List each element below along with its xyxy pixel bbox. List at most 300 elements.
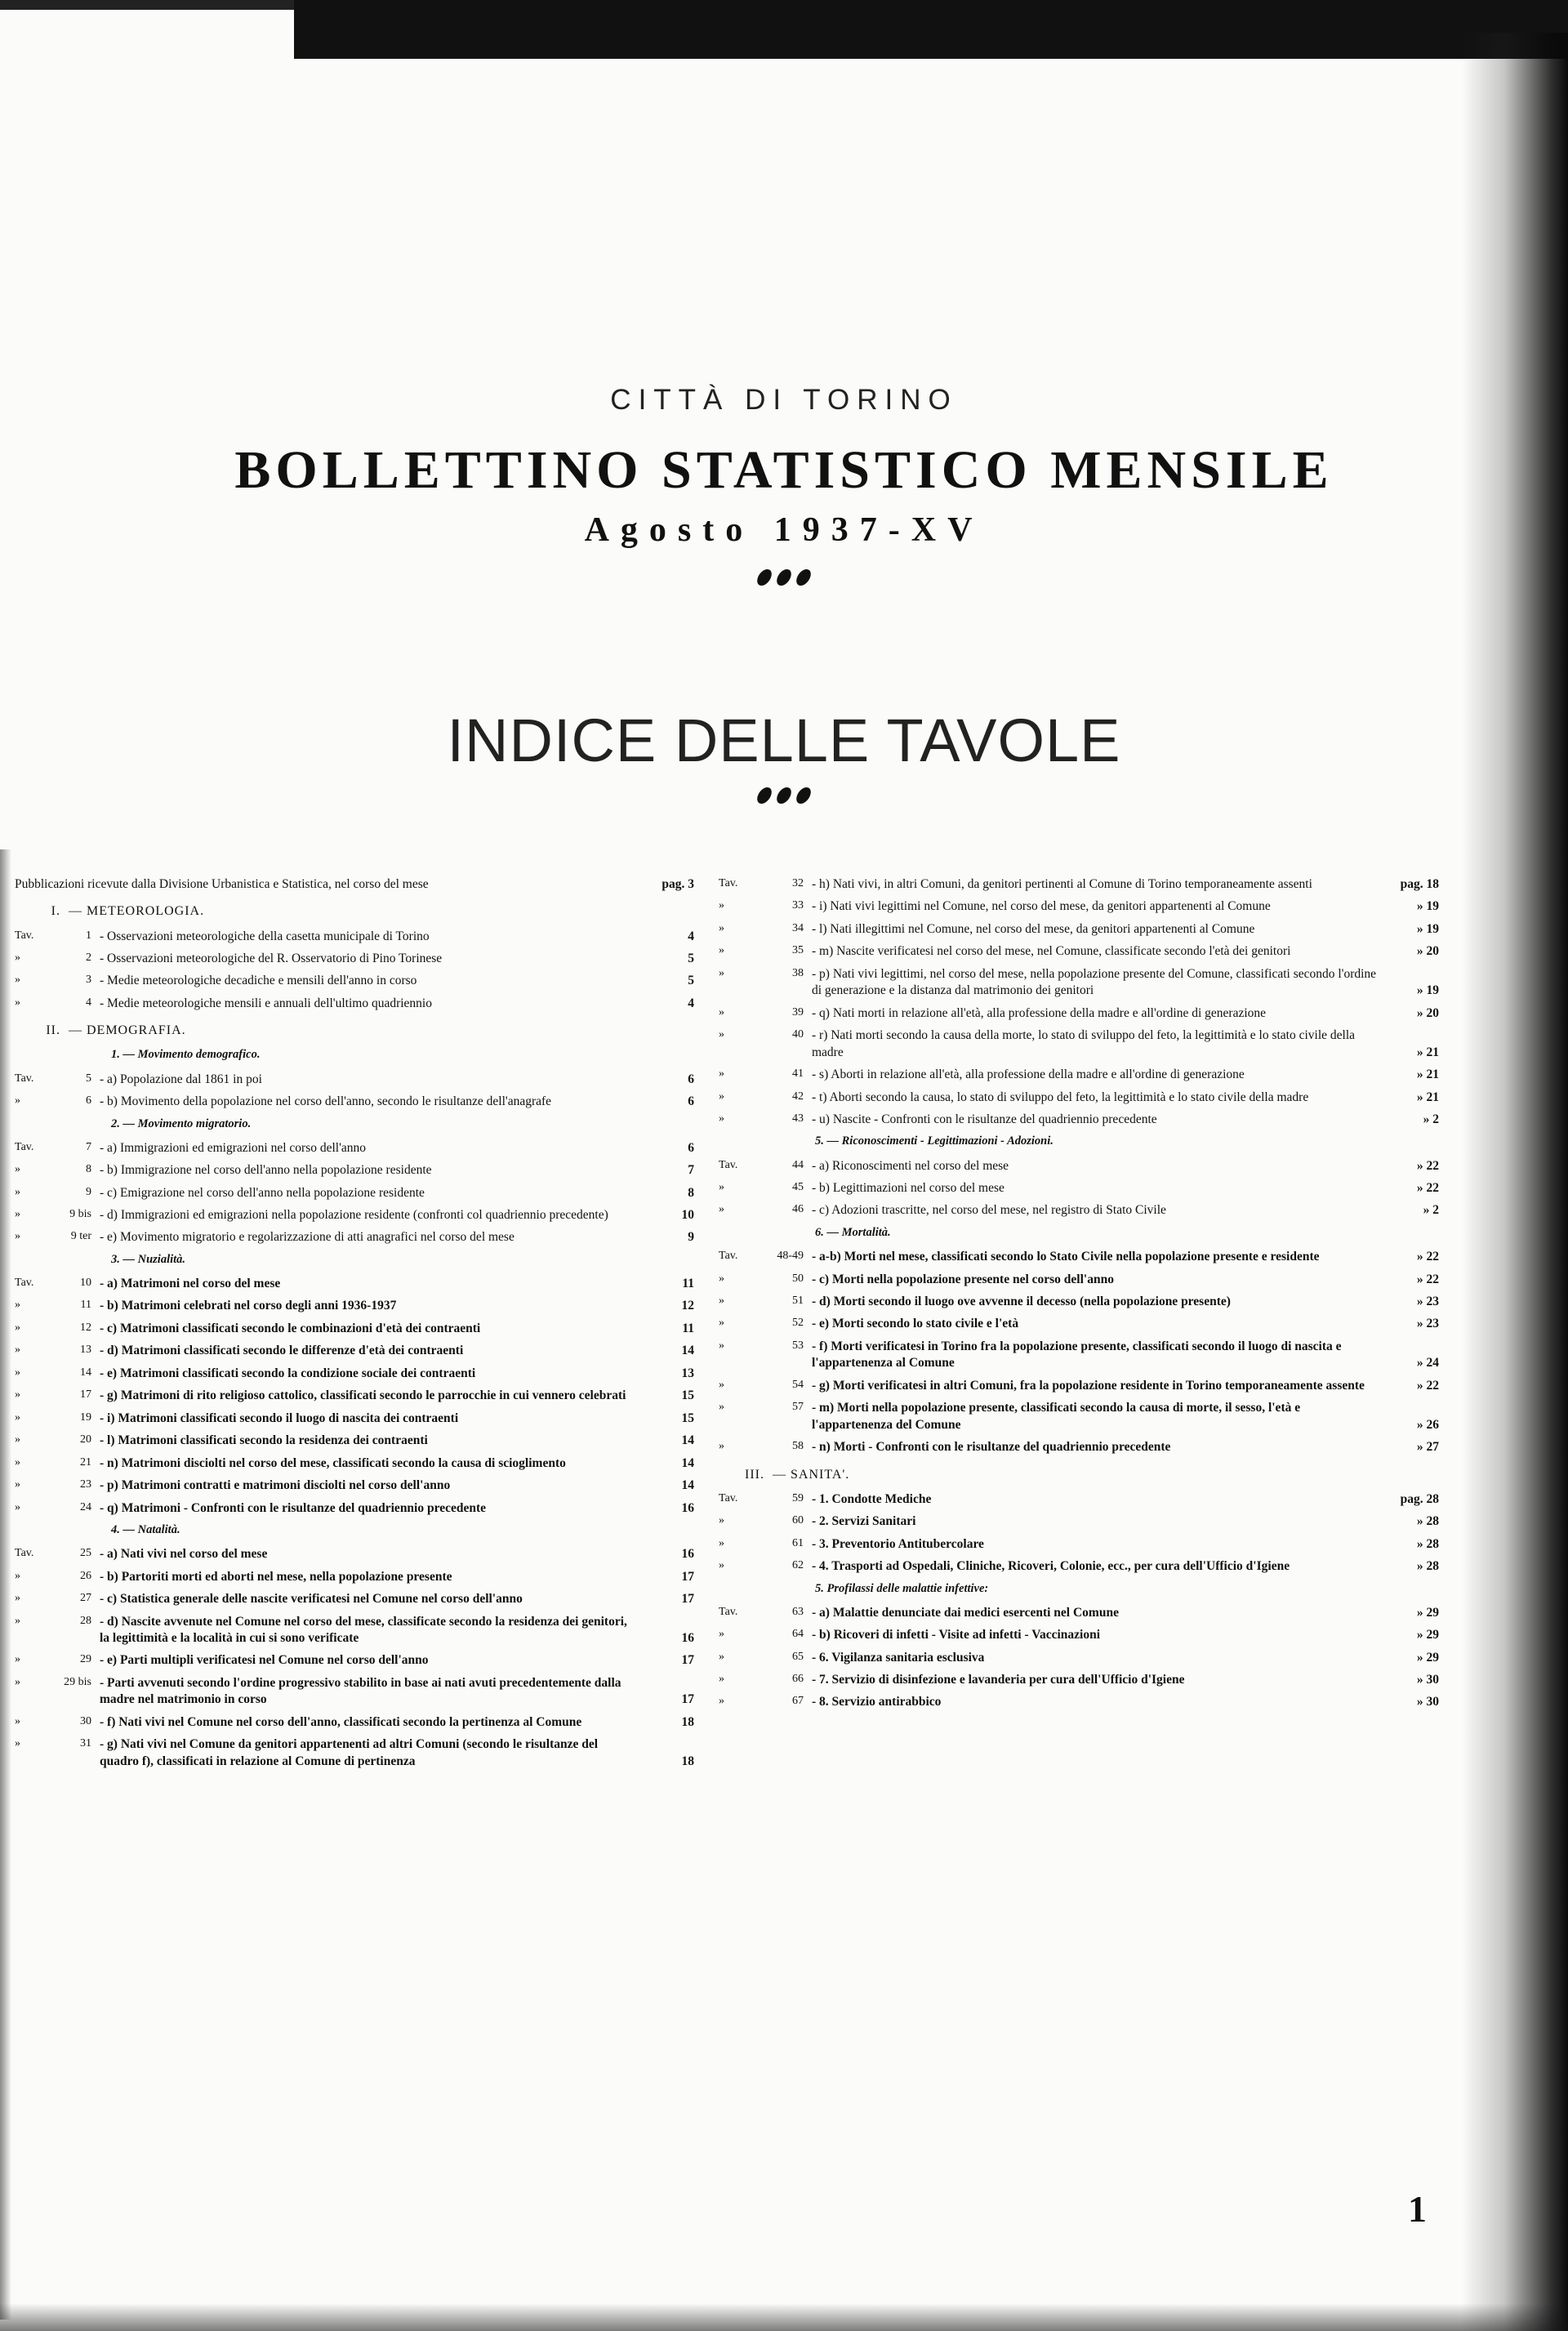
entry-page: » 19 (1416, 921, 1439, 936)
entry-text: - n) Matrimoni disciolti nel corso del mese, classificati secondo la causa di scioglimento (100, 1455, 566, 1470)
entry-page: 8 (688, 1185, 694, 1200)
entry-page: » 20 (1416, 944, 1439, 959)
index-entry (15, 929, 694, 945)
index-entry (719, 1378, 1439, 1394)
entry-text: - a) Immigrazioni ed emigrazioni nel corso dell'anno (100, 1140, 367, 1155)
entry-page: » 28 (1416, 1514, 1439, 1529)
scan-border-right (1462, 33, 1568, 2331)
entry-text: - b) Partoriti morti ed aborti nel mese, nella popolazione presente (100, 1569, 452, 1584)
index-entry (719, 1491, 1439, 1508)
index-entry (15, 1433, 694, 1449)
entry-text: - d) Nascite avvenute nel Comune nel corso del mese, classificate secondo la residenza dei genitori, la legittimità e la località in cui si sono verificate (100, 1614, 627, 1645)
entry-prefix: » (719, 1067, 724, 1081)
entry-prefix: Tav. (15, 1072, 34, 1085)
index-entry (15, 1094, 694, 1110)
entry-text: - l) Nati illegittimi nel Comune, nel corso del mese, da genitori appartenenti al Comune (812, 921, 1255, 936)
entry-prefix: » (15, 1455, 20, 1469)
table-number: 42 (792, 1090, 804, 1103)
index-entry (15, 996, 694, 1012)
entry-text: - m) Nascite verificatesi nel corso del mese, nel Comune, classificate secondo l'età dei genitori (812, 944, 1291, 959)
entry-text: - 1. Condotte Mediche (812, 1491, 932, 1506)
prophylaxis-list (719, 1605, 1439, 1711)
issue-date: Agosto 1937-XV (584, 511, 984, 549)
table-number: 48-49 (777, 1250, 804, 1263)
entry-text: - c) Adozioni trascritte, nel corso del mese, nel registro di Stato Civile (812, 1203, 1166, 1218)
index-entry (15, 1276, 694, 1292)
entry-page: 14 (681, 1455, 694, 1470)
migration-list (15, 1140, 694, 1246)
table-number: 50 (792, 1272, 804, 1285)
table-number: 25 (80, 1547, 91, 1560)
health-list (719, 1491, 1439, 1576)
index-entry (15, 1298, 694, 1314)
index-entry (15, 1229, 694, 1246)
entry-page: » 23 (1416, 1317, 1439, 1331)
index-entry (719, 1294, 1439, 1310)
entry-text: - b) Legittimazioni nel corso del mese (812, 1181, 1004, 1196)
entry-page: » 19 (1416, 983, 1439, 998)
table-number: 29 (80, 1653, 91, 1666)
table-number: 5 (86, 1072, 91, 1085)
table-number: 40 (792, 1028, 804, 1041)
entry-prefix: » (719, 1005, 724, 1018)
entry-page: » 24 (1416, 1356, 1439, 1371)
entry-prefix: » (15, 1478, 20, 1491)
entry-page: » 22 (1416, 1250, 1439, 1264)
entry-page: 15 (681, 1411, 694, 1425)
entry-prefix: Tav. (15, 1547, 34, 1560)
index-entry (719, 876, 1439, 893)
entry-page: » 21 (1416, 1045, 1439, 1059)
index-entry (15, 1321, 694, 1337)
index-entry (719, 1272, 1439, 1288)
table-number: 3 (86, 974, 91, 987)
table-number: 21 (80, 1455, 91, 1469)
subsection-heading: 4. — Natalità. (111, 1523, 180, 1537)
page-number: 1 (1408, 2188, 1427, 2230)
publication-entry (15, 876, 694, 893)
entry-text: - a-b) Morti nel mese, classificati secondo lo Stato Civile nella popolazione presente e residente (812, 1250, 1320, 1264)
table-number: 34 (792, 921, 804, 934)
entry-text: - q) Matrimoni - Confronti con le risultanze del quadriennio precedente (100, 1500, 487, 1515)
table-number: 64 (792, 1628, 804, 1641)
entry-prefix: » (15, 996, 20, 1009)
table-number: 57 (792, 1401, 804, 1414)
table-number: 63 (792, 1605, 804, 1618)
entry-text: - 8. Servizio antirabbico (812, 1695, 942, 1709)
table-number: 10 (80, 1277, 91, 1290)
entry-page: 16 (681, 1630, 694, 1645)
entry-text: - d) Matrimoni classificati secondo le differenze d'età dei contraenti (100, 1344, 464, 1358)
subsection-heading: 6. — Mortalità. (815, 1225, 891, 1239)
entry-text: - n) Morti - Confronti con le risultanze del quadriennio precedente (812, 1440, 1171, 1455)
natality-list-continued (719, 876, 1439, 1128)
entry-text: - m) Morti nella popolazione presente, classificati secondo la causa di morte, il sesso, l'età e l'appartenenza del Comune (812, 1401, 1301, 1432)
table-number: 8 (86, 1163, 91, 1176)
entry-prefix: » (15, 952, 20, 965)
index-entry (719, 1316, 1439, 1332)
table-number: 17 (80, 1388, 91, 1402)
entry-text: - b) Ricoveri di infetti - Visite ad infetti - Vaccinazioni (812, 1628, 1101, 1642)
entry-prefix: » (719, 1339, 724, 1352)
entry-text: - r) Nati morti secondo la causa della morte, lo stato di sviluppo del feto, la legittimità e lo stato civile della madre (812, 1028, 1356, 1059)
entry-page: » 30 (1416, 1672, 1439, 1687)
index-entry (15, 1569, 694, 1585)
entry-page: 14 (681, 1344, 694, 1358)
entry-prefix: » (15, 1737, 20, 1750)
entry-prefix: » (719, 1401, 724, 1414)
table-number: 66 (792, 1672, 804, 1685)
entry-prefix: » (719, 1028, 724, 1041)
table-number: 2 (86, 952, 91, 965)
entry-prefix: » (15, 1321, 20, 1334)
table-number: 7 (86, 1140, 91, 1153)
table-number: 44 (792, 1158, 804, 1171)
ornament-dots (0, 562, 1568, 593)
entry-page: » 20 (1416, 1005, 1439, 1020)
entry-prefix: » (15, 1185, 20, 1198)
entry-prefix: » (15, 1675, 20, 1688)
entry-text: - s) Aborti in relazione all'età, alla professione della madre e all'ordine di generazione (812, 1067, 1245, 1082)
natality-list (15, 1546, 694, 1770)
entry-text: - b) Matrimoni celebrati nel corso degli anni 1936-1937 (100, 1299, 397, 1313)
entry-prefix: » (719, 1536, 724, 1549)
entry-page: 5 (688, 952, 694, 966)
entry-text: - Medie meteorologiche decadiche e mensili dell'anno in corso (100, 974, 417, 988)
ornament-dot (794, 787, 813, 804)
index-entry (15, 1546, 694, 1562)
entry-page: 9 (688, 1230, 694, 1245)
table-number: 45 (792, 1181, 804, 1194)
index-column-right (719, 876, 1439, 1717)
ornament-dot (774, 787, 793, 804)
entry-text: - Medie meteorologiche mensili e annuali dell'ultimo quadriennio (100, 996, 432, 1010)
entry-page: 11 (682, 1321, 694, 1335)
entry-prefix: » (15, 1614, 20, 1627)
entry-text: - c) Morti nella popolazione presente nel corso dell'anno (812, 1272, 1114, 1286)
entry-text: - p) Nati vivi legittimi, nel corso del mese, nella popolazione presente del Comune, classificati secondo l'ordine di generazione e la distanza dal matrimonio dei genitori (812, 966, 1377, 998)
index-entry (15, 1736, 694, 1770)
entry-page: 17 (681, 1653, 694, 1668)
entry-prefix: Tav. (719, 1158, 738, 1171)
table-number: 58 (792, 1440, 804, 1453)
entry-text: - e) Parti multipli verificatesi nel Comune nel corso dell'anno (100, 1653, 429, 1668)
entry-prefix: » (15, 1500, 20, 1513)
index-entry (719, 1672, 1439, 1688)
table-number: 62 (792, 1559, 804, 1572)
entry-page: 7 (688, 1163, 694, 1178)
entry-page: » 26 (1416, 1417, 1439, 1432)
table-number: 46 (792, 1203, 804, 1216)
entry-page: » 22 (1416, 1181, 1439, 1196)
index-entry (15, 973, 694, 989)
entry-prefix: » (719, 1272, 724, 1285)
section-number: II. (46, 1023, 60, 1038)
entry-prefix: » (719, 1294, 724, 1307)
table-number: 12 (80, 1321, 91, 1334)
entry-page: pag. 3 (662, 877, 694, 891)
table-number: 43 (792, 1112, 804, 1125)
scan-border-top (294, 0, 1568, 59)
entry-page: 10 (681, 1208, 694, 1222)
entry-prefix: » (719, 921, 724, 934)
entry-page: pag. 28 (1400, 1491, 1439, 1506)
entry-prefix: » (15, 1388, 20, 1402)
index-entry (719, 1439, 1439, 1455)
entry-text: - g) Matrimoni di rito religioso cattolico, classificati secondo le parrocchie in cui vennero celebrati (100, 1388, 626, 1403)
index-entry (719, 1558, 1439, 1575)
entry-page: 15 (681, 1388, 694, 1403)
entry-prefix: Tav. (15, 1277, 34, 1290)
entry-prefix: » (15, 1094, 20, 1108)
entry-prefix: » (719, 1514, 724, 1527)
entry-text: - d) Morti secondo il luogo ove avvenne il decesso (nella popolazione presente) (812, 1294, 1231, 1308)
entry-text: - 6. Vigilanza sanitaria esclusiva (812, 1650, 985, 1665)
entry-prefix: Tav. (719, 1605, 738, 1618)
entry-text: - b) Immigrazione nel corso dell'anno nella popolazione residente (100, 1163, 432, 1178)
entry-prefix: » (15, 1592, 20, 1605)
table-number: 11 (80, 1299, 91, 1312)
table-number: 14 (80, 1366, 91, 1379)
table-number: 19 (80, 1411, 91, 1424)
entry-text: - a) Matrimoni nel corso del mese (100, 1277, 281, 1291)
ornament-dot (755, 569, 773, 586)
table-number: 41 (792, 1067, 804, 1081)
entry-page: » 2 (1423, 1112, 1439, 1126)
subsection-heading: 5. — Riconoscimenti - Legittimazioni - Adozioni. (815, 1134, 1054, 1148)
index-entry (15, 1500, 694, 1517)
section-heading (719, 1466, 1439, 1483)
table-number: 35 (792, 944, 804, 957)
entry-text: - b) Movimento della popolazione nel corso dell'anno, secondo le risultanze dell'anagrafe (100, 1094, 552, 1109)
entry-text: - g) Morti verificatesi in altri Comuni, fra la popolazione residente in Torino temporaneamente assente (812, 1378, 1365, 1393)
index-entry (15, 1162, 694, 1179)
entry-text: - f) Morti verificatesi in Torino fra la popolazione presente, classificati secondo il luogo di nascita e l'appartenenza al Comune (812, 1339, 1342, 1371)
index-entry (719, 1202, 1439, 1219)
entry-text: - c) Statistica generale delle nascite verificatesi nel Comune nel corso dell'anno (100, 1592, 523, 1607)
index-entry (719, 1513, 1439, 1530)
index-title: INDICE DELLE TAVOLE (447, 706, 1121, 774)
entry-page: » 29 (1416, 1605, 1439, 1620)
entry-prefix: Tav. (719, 877, 738, 889)
index-entry (15, 1072, 694, 1088)
entry-text: - t) Aborti secondo la causa, lo stato di sviluppo del feto, la legittimità e lo stato civile della madre (812, 1090, 1309, 1104)
entry-page: » 22 (1416, 1158, 1439, 1173)
entry-text: - f) Nati vivi nel Comune nel corso dell'anno, classificati secondo la pertinenza al Comune (100, 1714, 582, 1729)
table-number: 67 (792, 1695, 804, 1708)
entry-text: - Osservazioni meteorologiche del R. Osservatorio di Pino Torinese (100, 952, 443, 966)
entry-text: Pubblicazioni ricevute dalla Divisione Urbanistica e Statistica, nel corso del mese (15, 877, 429, 891)
entry-text: - Osservazioni meteorologiche della casetta municipale di Torino (100, 929, 430, 943)
entry-prefix: Tav. (719, 1250, 738, 1263)
index-entry (15, 1207, 694, 1223)
ornament-dot (774, 569, 793, 586)
table-number: 27 (80, 1592, 91, 1605)
table-number: 53 (792, 1339, 804, 1352)
table-number: 54 (792, 1378, 804, 1391)
entry-text: - a) Nati vivi nel corso del mese (100, 1547, 268, 1562)
index-entry (719, 1027, 1439, 1061)
index-entry (719, 1650, 1439, 1666)
entry-text: - 2. Servizi Sanitari (812, 1514, 916, 1529)
table-number: 9 (86, 1185, 91, 1198)
entry-page: 18 (681, 1714, 694, 1729)
entry-page: 16 (681, 1547, 694, 1562)
table-number: 13 (80, 1344, 91, 1357)
entry-text: - i) Nati vivi legittimi nel Comune, nel corso del mese, da genitori appartenenti al Comune (812, 899, 1271, 914)
entry-prefix: » (719, 1440, 724, 1453)
entry-page: » 21 (1416, 1067, 1439, 1082)
index-entry (719, 943, 1439, 960)
table-number: 29 bis (64, 1675, 91, 1688)
index-entry (719, 1158, 1439, 1174)
entry-prefix: Tav. (15, 929, 34, 942)
entry-prefix: » (719, 1650, 724, 1663)
index-entry (15, 1477, 694, 1494)
subsection-heading: 2. — Movimento migratorio. (111, 1116, 252, 1130)
entry-prefix: » (719, 1628, 724, 1641)
entry-text: - i) Matrimoni classificati secondo il luogo di nascita dei contraenti (100, 1411, 459, 1425)
index-entry (719, 1400, 1439, 1433)
entry-prefix: » (15, 1714, 20, 1727)
entry-prefix: » (719, 1378, 724, 1391)
entry-text: - a) Malattie denunciate dai medici esercenti nel Comune (812, 1605, 1119, 1620)
entry-page: 16 (681, 1500, 694, 1515)
entry-prefix: » (15, 1411, 20, 1424)
table-number: 4 (86, 996, 91, 1009)
index-entry (719, 1180, 1439, 1197)
section-heading (15, 1022, 694, 1039)
entry-page: 17 (681, 1569, 694, 1584)
index-entry (15, 1455, 694, 1472)
table-number: 51 (792, 1294, 804, 1307)
index-entry (719, 1339, 1439, 1372)
entry-page: 17 (681, 1692, 694, 1707)
entry-prefix: » (719, 1559, 724, 1572)
entry-prefix: » (719, 966, 724, 979)
table-number: 9 ter (70, 1230, 91, 1243)
index-entry (15, 1675, 694, 1709)
table-number: 33 (792, 899, 804, 912)
entry-prefix: » (15, 974, 20, 987)
entry-text: - Parti avvenuti secondo l'ordine progressivo stabilito in base ai nati avuti precedentemente dalla madre nel matrimonio in corso (100, 1675, 621, 1707)
index-entry (15, 1411, 694, 1427)
subsection-heading: 5. Profilassi delle malattie infettive: (815, 1581, 989, 1595)
entry-page: 12 (681, 1299, 694, 1313)
entry-page: » 29 (1416, 1650, 1439, 1665)
table-number: 31 (80, 1737, 91, 1750)
entry-page: 13 (681, 1366, 694, 1380)
entry-page: 14 (681, 1478, 694, 1493)
entry-page: » 19 (1416, 899, 1439, 914)
entry-text: - e) Matrimoni classificati secondo la condizione sociale dei contraenti (100, 1366, 476, 1380)
mortality-list (719, 1249, 1439, 1456)
index-entry (719, 1536, 1439, 1553)
entry-page: 18 (681, 1754, 694, 1768)
entry-text: - p) Matrimoni contratti e matrimoni disciolti nel corso dell'anno (100, 1478, 451, 1493)
entry-text: - h) Nati vivi, in altri Comuni, da genitori pertinenti al Comune di Torino temporaneamente assenti (812, 877, 1312, 891)
index-entry (15, 1614, 694, 1647)
entry-text: - c) Emigrazione nel corso dell'anno nella popolazione residente (100, 1185, 425, 1200)
index-entry (15, 1388, 694, 1404)
entry-page: » 30 (1416, 1695, 1439, 1709)
entry-prefix: » (719, 1317, 724, 1330)
table-number: 24 (80, 1500, 91, 1513)
entry-prefix: » (719, 899, 724, 912)
section-title: — SANITA'. (773, 1467, 850, 1482)
recognitions-list (719, 1158, 1439, 1219)
entry-page: 6 (688, 1094, 694, 1109)
entry-text: - u) Nascite - Confronti con le risultanze del quadriennio precedente (812, 1112, 1157, 1126)
entry-page: » 22 (1416, 1378, 1439, 1393)
entry-prefix: » (15, 1366, 20, 1379)
entry-text: - a) Popolazione dal 1861 in poi (100, 1072, 262, 1086)
section-number: I. (51, 904, 60, 919)
section-title: — DEMOGRAFIA. (69, 1023, 186, 1038)
index-entry (719, 1605, 1439, 1621)
index-entry (15, 1140, 694, 1157)
table-number: 28 (80, 1614, 91, 1627)
entry-page: 5 (688, 974, 694, 988)
scan-border-bottom (0, 2303, 1568, 2331)
entry-prefix: » (15, 1653, 20, 1666)
index-entry (719, 898, 1439, 915)
entry-page: » 22 (1416, 1272, 1439, 1286)
entry-text: - q) Nati morti in relazione all'età, alla professione della madre e all'ordine di generazione (812, 1005, 1267, 1020)
entry-prefix: » (15, 1344, 20, 1357)
demography-list (15, 1072, 694, 1111)
nuptiality-list (15, 1276, 694, 1517)
entry-prefix: Tav. (15, 1140, 34, 1153)
index-entry (15, 951, 694, 967)
table-number: 61 (792, 1536, 804, 1549)
entry-prefix: » (15, 1569, 20, 1582)
entry-page: » 21 (1416, 1090, 1439, 1104)
section-heading (15, 903, 694, 920)
entry-page: » 29 (1416, 1628, 1439, 1642)
entry-prefix: » (15, 1230, 20, 1243)
entry-prefix: » (15, 1433, 20, 1446)
entry-prefix: » (719, 1203, 724, 1216)
index-entry (719, 1005, 1439, 1022)
entry-prefix: » (15, 1163, 20, 1176)
index-entry (15, 1366, 694, 1382)
entry-page: 6 (688, 1072, 694, 1086)
entry-page: pag. 18 (1400, 877, 1439, 891)
entry-prefix: » (719, 1090, 724, 1103)
table-number: 6 (86, 1094, 91, 1108)
table-number: 52 (792, 1317, 804, 1330)
entry-page: » 27 (1416, 1440, 1439, 1455)
entry-prefix: » (15, 1208, 20, 1220)
entry-prefix: » (719, 1695, 724, 1708)
index-entry (15, 1185, 694, 1201)
subsection-heading: 1. — Movimento demografico. (111, 1048, 261, 1062)
entry-page: 4 (688, 929, 694, 943)
table-number: 9 bis (69, 1208, 91, 1220)
index-entry (719, 1249, 1439, 1265)
ornament-dot (755, 787, 773, 804)
index-entry (15, 1652, 694, 1669)
index-entry (15, 1714, 694, 1731)
city-heading: CITTÀ DI TORINO (610, 384, 958, 416)
index-entry (719, 1090, 1439, 1106)
table-number: 1 (86, 929, 91, 942)
scan-border-top-left (0, 0, 294, 10)
entry-page: 6 (688, 1140, 694, 1155)
entry-text: - 3. Preventorio Antitubercolare (812, 1536, 984, 1551)
entry-prefix: » (719, 1672, 724, 1685)
